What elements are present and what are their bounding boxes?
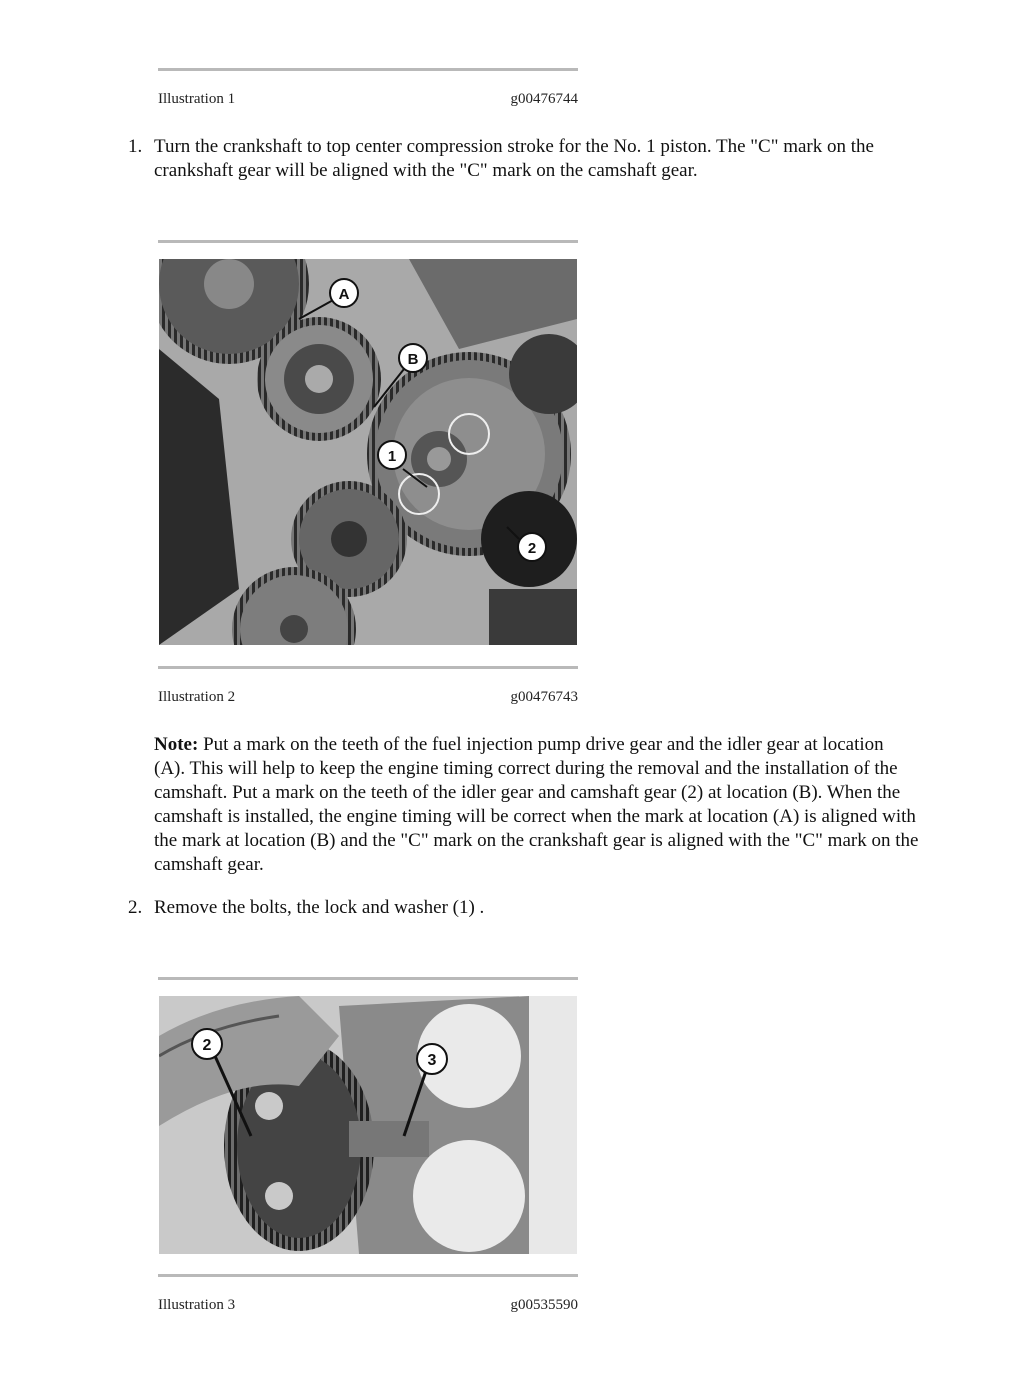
note-paragraph: [154, 733, 919, 877]
illustration-2-photo: [159, 259, 577, 645]
callout-b: [399, 344, 427, 372]
illustration-2-label: Illustration 2: [158, 689, 236, 705]
illustration-3-photo: [159, 996, 577, 1254]
callout-3-photo3-label: 3: [427, 1052, 437, 1069]
callout-1-label: 1: [387, 448, 397, 465]
illustration-3-label: Illustration 3: [158, 1297, 236, 1313]
callout-1: [378, 441, 406, 469]
illustration-2-code: g00476743: [510, 689, 578, 705]
callout-2-photo3: [192, 1029, 222, 1059]
illustration-1-label: Illustration 1: [158, 91, 236, 107]
step-2-text: Remove the bolts, the lock and washer (1) .: [154, 897, 485, 918]
callout-a-label: A: [338, 286, 350, 303]
callout-3-photo3: [417, 1044, 447, 1074]
illustration-3-code: g00535590: [510, 1297, 578, 1313]
step-1-text: Turn the crankshaft to top center compression stroke for the No. 1 piston. The "C" mark on the crankshaft gear will be aligned with the "C" mark on the camshaft gear.: [154, 136, 874, 181]
illustration-3-top-rule: [158, 977, 578, 980]
illustration-2-top-rule: [158, 240, 578, 243]
callout-a: [330, 279, 358, 307]
illustration-1-code: g00476744: [510, 91, 578, 107]
illustration-1-caption: [158, 91, 578, 108]
illustration-1-rule: [158, 68, 578, 71]
illustration-3-bottom-rule: [158, 1274, 578, 1277]
note-label: Note:: [154, 734, 199, 755]
callout-2-photo3-label: 2: [202, 1037, 212, 1054]
step-1: [128, 135, 918, 183]
callout-2: [518, 533, 546, 561]
callout-b-label: B: [407, 351, 419, 368]
illustration-3-caption: [158, 1297, 578, 1314]
step-1-number: 1.: [128, 136, 143, 157]
illustration-2-caption: [158, 689, 578, 706]
note-text: Put a mark on the teeth of the fuel injection pump drive gear and the idler gear at location (A). This will help to keep the engine timing correct during the removal and the installation of the camshaft. Put a mark on the teeth of the idler gear and camshaft gear (2) at location (B). When the camshaft is installed, the engine timing will be correct when the mark at location (A) is aligned with the mark at location (B) and the "C" mark on the crankshaft gear is aligned with the "C" mark on the camshaft gear.: [154, 734, 919, 875]
step-2: [128, 896, 918, 920]
callout-2-label: 2: [527, 540, 537, 557]
step-2-number: 2.: [128, 897, 143, 918]
illustration-2-bottom-rule: [158, 666, 578, 669]
